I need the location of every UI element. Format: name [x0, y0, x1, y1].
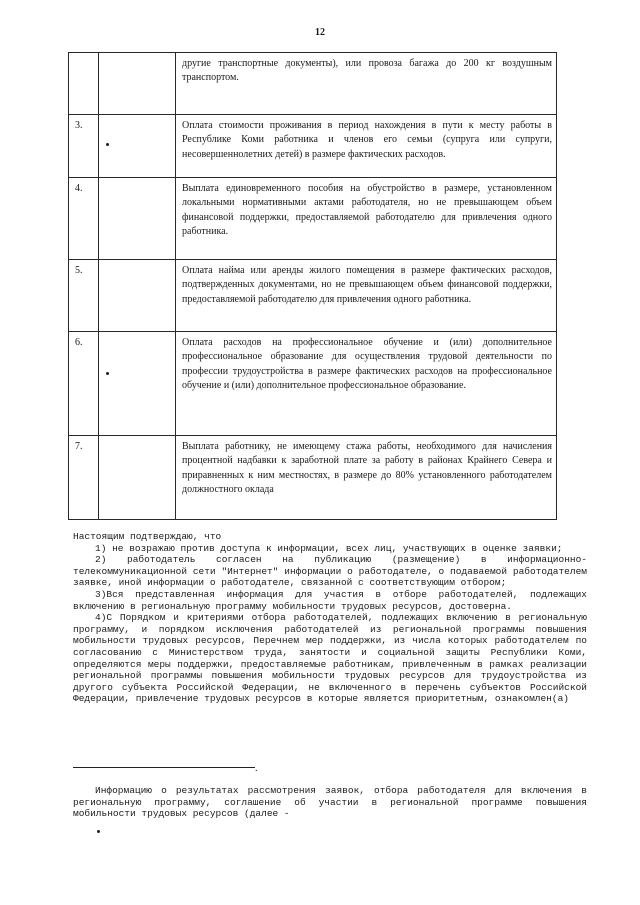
confirm-intro: Настоящим подтверждаю, что	[73, 531, 222, 542]
row-empty-cell	[99, 260, 176, 332]
scan-mark	[106, 143, 109, 146]
row-number: 7.	[69, 436, 99, 520]
signature-line	[73, 767, 255, 768]
row-number: 4.	[69, 178, 99, 260]
row-number: 3.	[69, 115, 99, 178]
row-text: Выплата единовременного пособия на обустройство в размере, установленном локальными нормативными актами работодателя, но не превышающем объем финансовой поддержки, предоставляемой работодателю для привлечения одного работника.	[176, 178, 557, 260]
row-text: Оплата расходов на профессиональное обучение и (или) дополнительное профессиональное образование для осуществления трудовой деятельности по профессии трудоустройства в размере фактических расходов на профессиональное обучение и (или) дополнительное профессиональное образование.	[176, 332, 557, 436]
confirm-item-4: 4)С Порядком и критериями отбора работодателей, подлежащих включению в региональную программу, и порядком исключения работодателей из региональной программы повышения мобильности трудовых ресурсов, Перечнем мер поддержки, из числа которых работодателем по согласованию с Министерством труда, занятости и социальной защиты Республики Коми, определяются меры поддержки, предоставляемые работникам, привлеченным в рамках реализации региональной программы повышения мобильности трудовых ресурсов для трудоустройства из другого субъекта Российской Федерации, не включенного в перечень субъектов Российской Федерации, привлечение трудовых ресурсов в которые является приоритетным, ознакомлен(а)	[73, 612, 587, 705]
row-empty-cell	[99, 115, 176, 178]
row-text: Выплата работнику, не имеющему стажа работы, необходимого для начисления процентной надбавки к заработной плате за работу в районах Крайнего Севера и приравненных к ним местностях, в размере до 80% установленного работодателем должностного оклада	[176, 436, 557, 520]
scan-mark	[97, 830, 100, 833]
row-empty-cell	[99, 332, 176, 436]
info-block	[73, 785, 587, 820]
table-row	[69, 115, 557, 178]
confirm-item-3: 3)Вся представленная информация для участия в отборе работодателей, подлежащих включению в региональную программу мобильности трудовых ресурсов, достоверна.	[73, 588, 587, 612]
confirmation-block	[73, 531, 587, 705]
row-empty-cell	[99, 436, 176, 520]
table-row	[69, 53, 557, 115]
table-row	[69, 436, 557, 520]
row-text: Оплата стоимости проживания в период нахождения в пути к месту работы в Республике Коми работника и членов его семьи (супруга или супруги, несовершеннолетних детей) в размере фактических расходов.	[176, 115, 557, 178]
row-number: 5.	[69, 260, 99, 332]
row-text: другие транспортные документы), или провоза багажа до 200 кг воздушным транспортом.	[176, 53, 557, 115]
row-empty-cell	[99, 178, 176, 260]
table-row	[69, 332, 557, 436]
scan-mark	[106, 372, 109, 375]
confirm-item-2: 2) работодатель согласен на публикацию (размещение) в информационно-телекоммуникационной сети "Интернет" информации о работодателе, о подаваемой работодателем заявке, иной информации о работодателе, связанной с соответствующим отбором;	[73, 554, 587, 589]
support-measures-table	[68, 52, 557, 520]
table-row	[69, 260, 557, 332]
info-paragraph: Информацию о результатах рассмотрения заявок, отбора работодателя для включения в региональную программу, соглашение об участии в региональной программе повышения мобильности трудовых ресурсов (далее -	[73, 785, 587, 820]
row-text: Оплата найма или аренды жилого помещения в размере фактических расходов, подтвержденных документами, но не превышающем объем финансовой поддержки, предоставляемой работодателю для привлечения одного работника.	[176, 260, 557, 332]
row-number: 6.	[69, 332, 99, 436]
confirm-item-1: 1) не возражаю против доступа к информации, всех лиц, участвующих в оценке заявки;	[95, 542, 563, 554]
page-number: 12	[315, 27, 325, 38]
signature-line-end: .	[255, 763, 258, 774]
row-number	[69, 53, 99, 115]
row-empty-cell	[99, 53, 176, 115]
table-row	[69, 178, 557, 260]
